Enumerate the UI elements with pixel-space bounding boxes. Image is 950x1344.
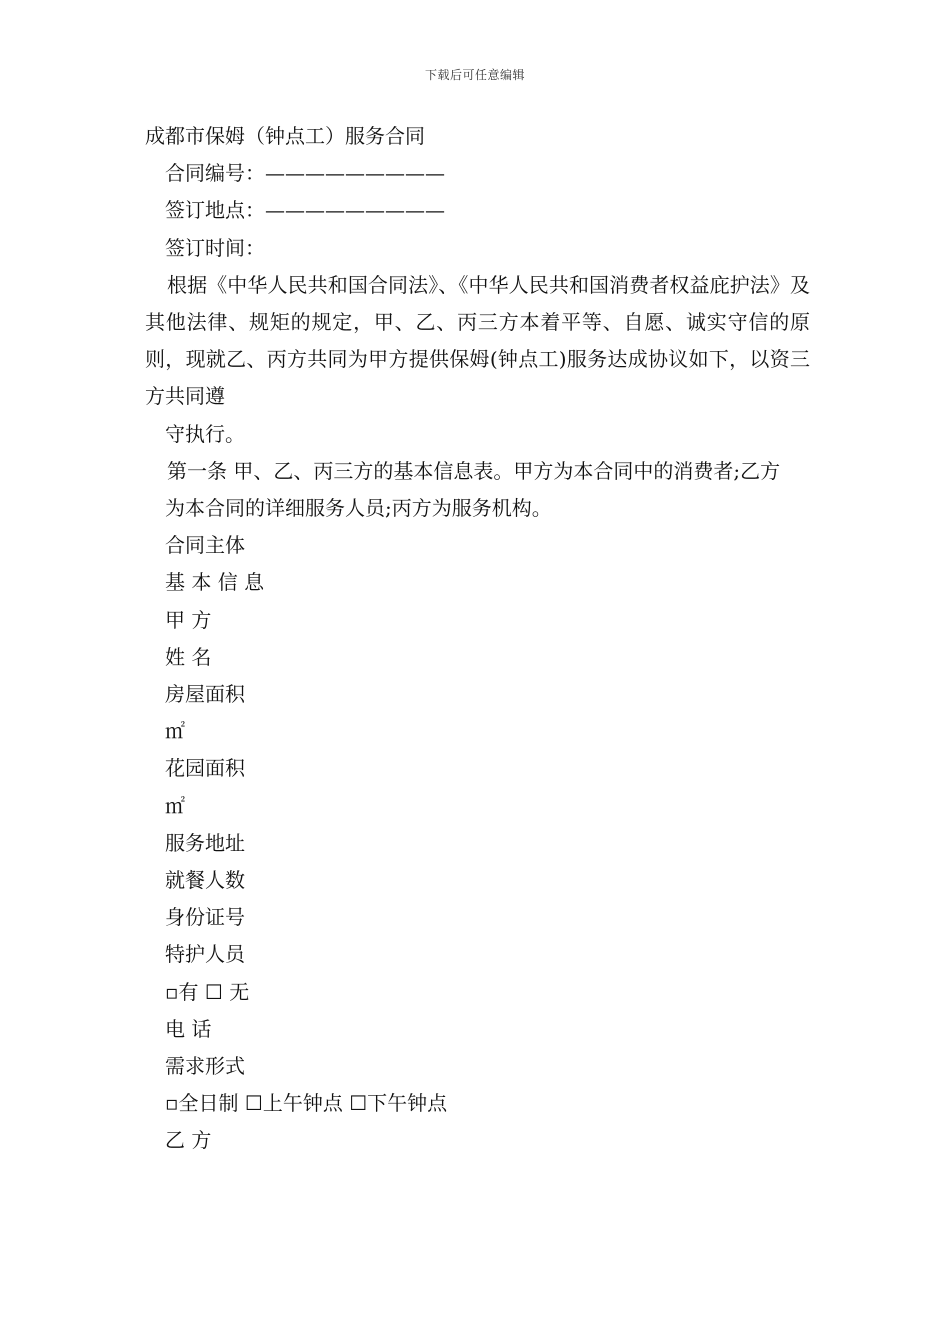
intro-paragraph: 根据《中华人民共和国合同法》、《中华人民共和国消费者权益庇护法》及其他法律、规矩的规定，甲、乙、丙三方本着平等、自愿、诚实守信的原则，现就乙、丙方共同为甲方提供保姆(钟点工)服务达成协议如下，以资三方共同遵 [145,272,810,409]
document-title: 成都市保姆（钟点工）服务合同 [145,124,425,148]
table-line: 特护人员 [165,942,245,967]
intro-continuation: 守执行。 [165,421,245,446]
document-body [145,118,810,1160]
table-line: 身份证号 [165,905,245,930]
checkbox-line: ▫有 ☐ 无 [165,979,250,1004]
checkbox-line: ▫全日制 ☐上午钟点 ☐下午钟点 [165,1091,448,1116]
table-line: ㎡ [165,719,185,744]
contract-number-line: 合同编号：————————— [165,161,445,186]
article-1-continuation: 为本合同的详细服务人员;丙方为服务机构。 [165,496,552,521]
table-line: 基 本 信 息 [165,570,265,595]
table-line: 就餐人数 [165,868,245,893]
page-header: 下载后可任意编辑 [424,68,525,82]
table-line: 服务地址 [165,830,245,855]
table-line: 需求形式 [165,1054,245,1079]
table-line: 电 话 [165,1016,212,1041]
table-line: 姓 名 [165,644,212,669]
table-line: 乙 方 [165,1128,212,1153]
article-1-paragraph: 第一条 甲、乙、丙三方的基本信息表。甲方为本合同中的消费者;乙方 [167,458,781,483]
sign-place-line: 签订地点：————————— [165,198,445,223]
table-line: 房屋面积 [165,682,245,707]
table-line: 合同主体 [165,533,245,558]
sign-time-line: 签订时间： [165,235,265,260]
table-line: ㎡ [165,793,185,818]
table-line: 花园面积 [165,756,245,781]
table-line: 甲 方 [165,607,212,632]
